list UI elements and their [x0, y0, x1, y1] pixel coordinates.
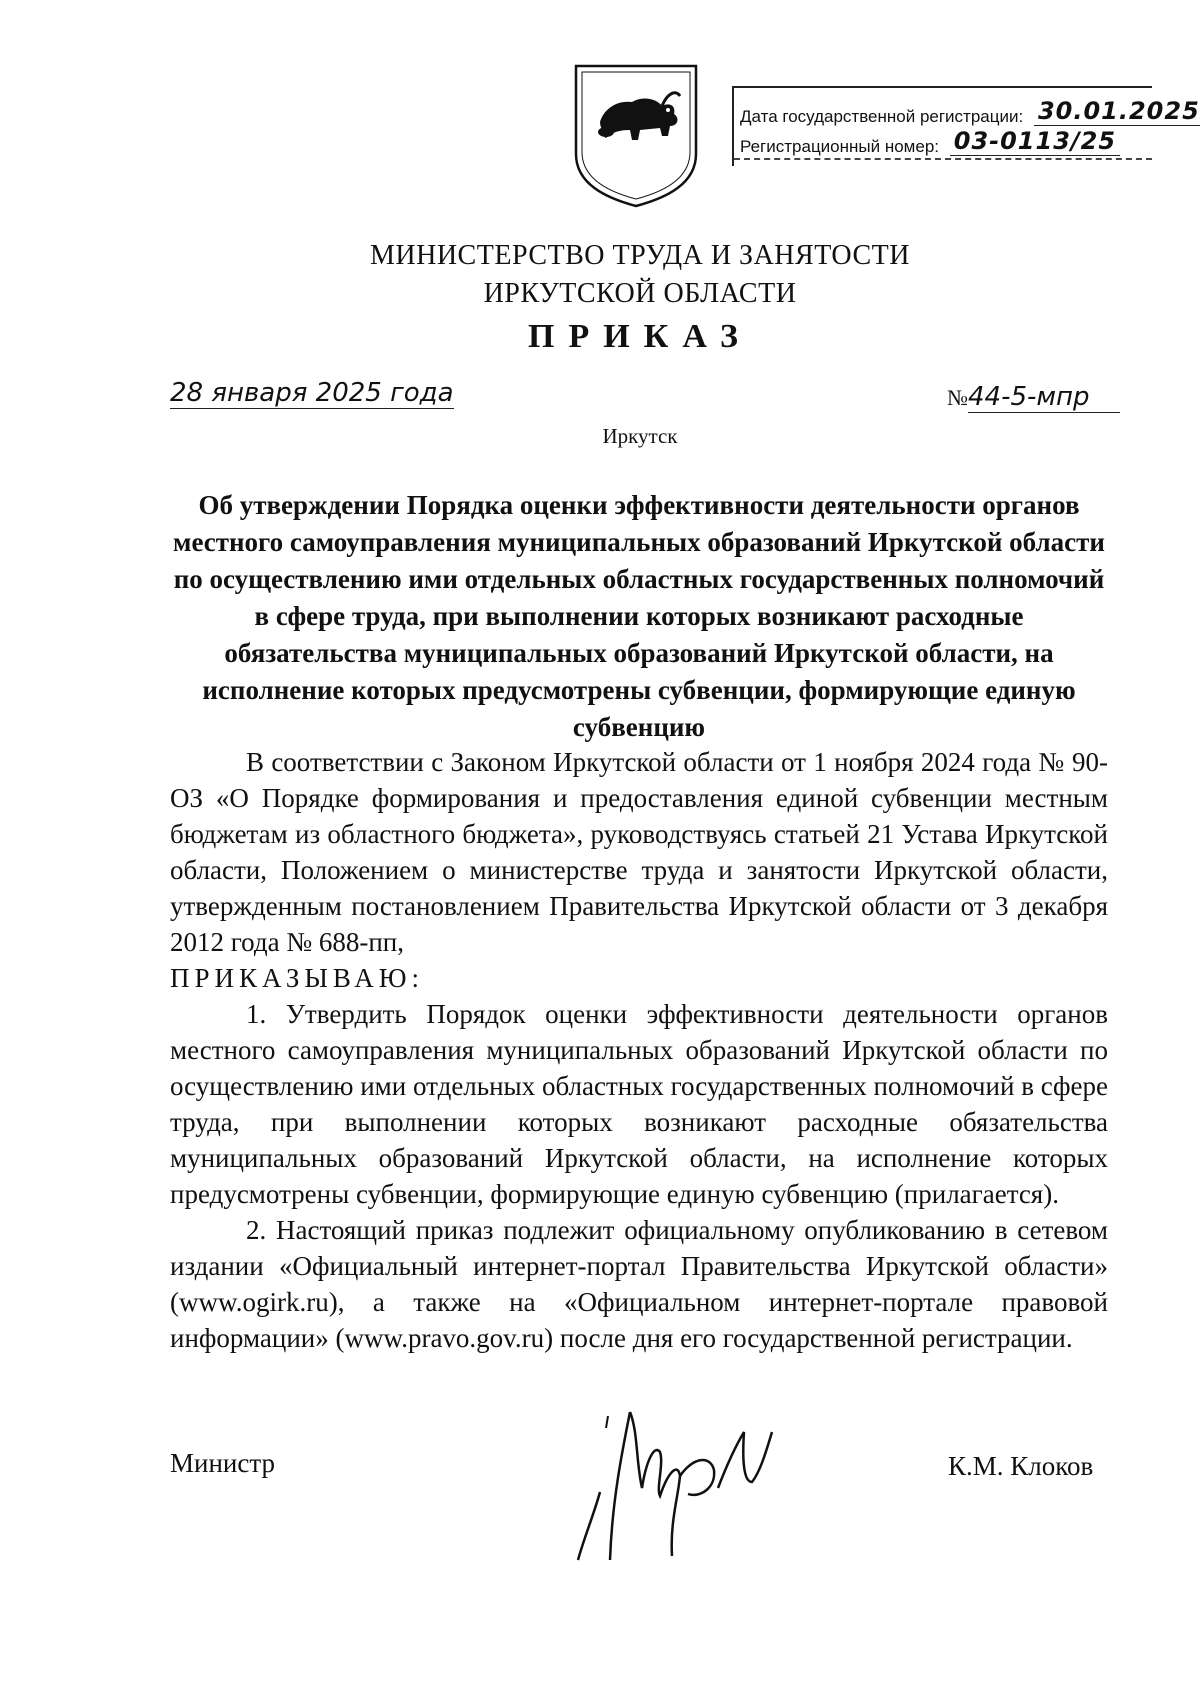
coat-of-arms-icon: [570, 62, 702, 208]
item-2-paragraph: 2. Настоящий приказ подлежит официальному опубликованию в сетевом издании «Официальный интернет-портал Правительства Иркутской области» (www.ogirk.ru), а также на «Официальном интернет-портале правовой информации» (www.pravo.gov.ru) после дня его государственной регистрации.: [170, 1215, 1108, 1353]
stamp-top-rule: [734, 86, 1152, 88]
item-1-paragraph: 1. Утвердить Порядок оценки эффективности деятельности органов местного самоуправления муниципальных образований Иркутской области по осуществлению ими отдельных областных государственных полномочий в сфере труда, при выполнении которых возникают расходные обязательства муниципальных образований Иркутской области, на исполнение которых предусмотрены субвенции, формирующие единую субвенцию (прилагается).: [170, 999, 1108, 1209]
registration-stamp: [732, 86, 1200, 166]
registration-date-value: 30.01.2025: [1034, 97, 1200, 126]
ministry-name-line2: ИРКУТСКОЙ ОБЛАСТИ: [483, 278, 797, 309]
registration-date-row: [740, 97, 1200, 129]
document-title: Об утверждении Порядка оценки эффективности деятельности органов местного самоуправления муниципальных образований Иркутской области по осуществлению ими отдельных областных государственных полномочий в сфере труда, при выполнении которых возникают расходные обязательства муниципальных образований Иркутской области, на исполнение которых предусмотрены субвенции, формирующие единую субвенцию: [173, 490, 1105, 742]
order-number-value: 44-5-мпр: [968, 382, 1120, 413]
preamble-paragraph: В соответствии с Законом Иркутской области от 1 ноября 2024 года № 90-ОЗ «О Порядке формирования и предоставления единой субвенции местным бюджетам из областного бюджета», руководствуясь статьей 21 Устава Иркутской области, Положением о министерстве труда и занятости Иркутской области, утвержденным постановлением Правительства Иркутской области от 3 декабря 2012 года № 688-пп,: [170, 747, 1108, 957]
ministry-name-line1: МИНИСТЕРСТВО ТРУДА И ЗАНЯТОСТИ: [370, 240, 910, 271]
signatory-position: Министр: [170, 1448, 275, 1478]
registration-number-row: [740, 127, 1120, 159]
city: Иркутск: [602, 424, 678, 448]
order-number-prefix: №: [947, 385, 968, 410]
handwritten-signature: [560, 1392, 800, 1572]
registration-date-label: Дата государственной регистрации:: [740, 107, 1024, 126]
order-date-text: 28 января 2025 года: [170, 378, 454, 408]
registration-number-label: Регистрационный номер:: [740, 137, 940, 156]
order-date: [170, 378, 454, 408]
document-type: ПРИКАЗ: [528, 318, 752, 355]
stamp-bottom-rule: [734, 158, 1152, 160]
order-word: ПРИКАЗЫВАЮ:: [170, 963, 424, 993]
document-body: [170, 744, 1108, 1356]
order-number: [947, 382, 1120, 412]
registration-number-value: 03-0113/25: [950, 127, 1120, 156]
signatory-name: К.М. Клоков: [948, 1451, 1094, 1481]
